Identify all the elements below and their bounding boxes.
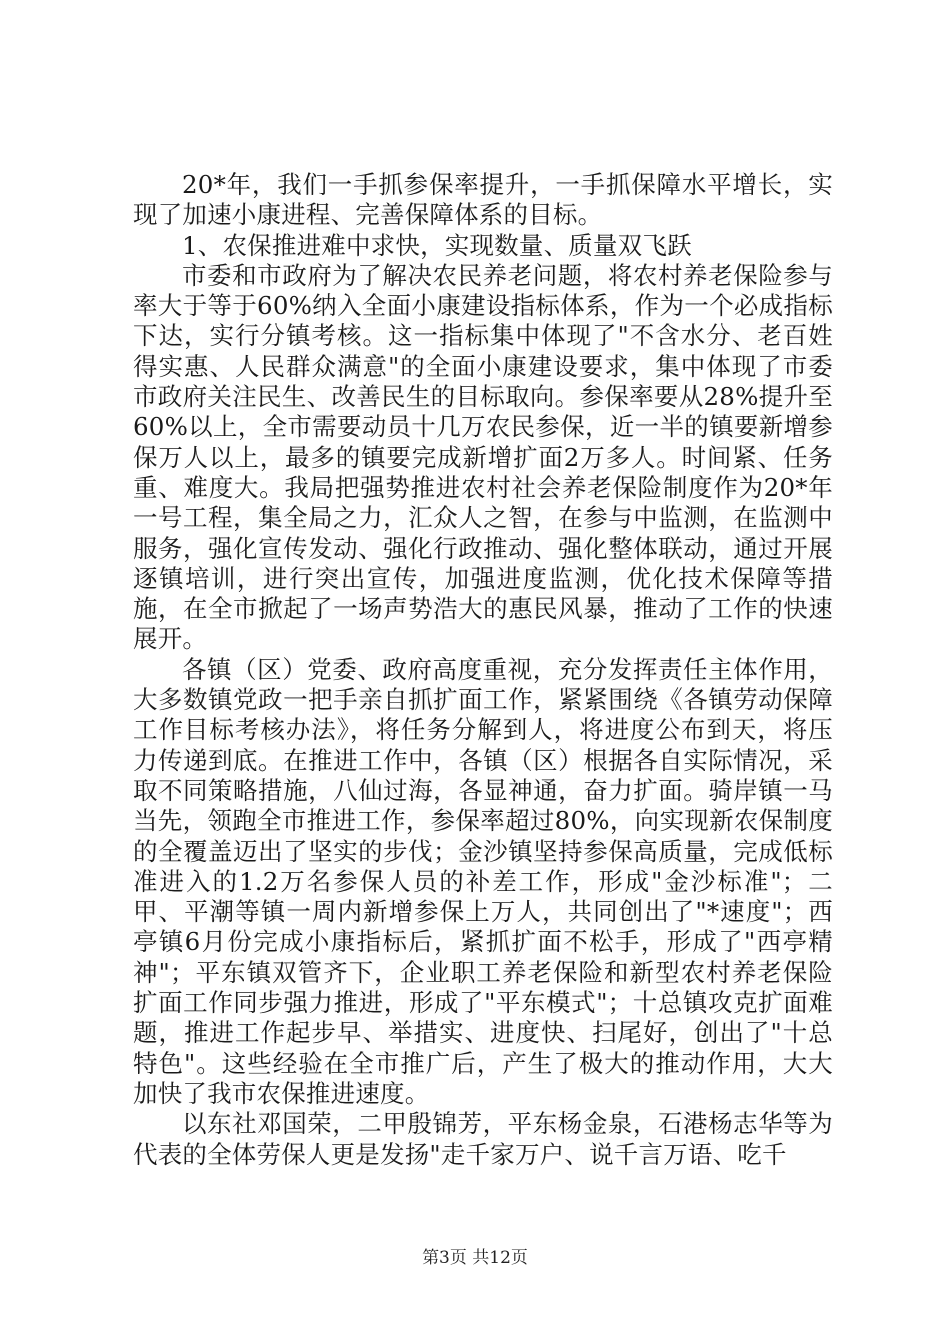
paragraph-towns: 各镇（区）党委、政府高度重视，充分发挥责任主体作用，大多数镇党政一把手亲自抓扩面工作，紧紧围绕《各镇劳动保障工作目标考核办法》，将任务分解到人，将进度公布到天，将压力传递到底。在推进工作中，各镇（区）根据各自实际情况，采取不同策略措施，八仙过海，各显神通，奋力扩面。骑岸镇一马当先，领跑全市推进工作，参保率超过80%，向实现新农保制度的全覆盖迈出了坚实的步伐；金沙镇坚持参保高质量，完成低标准进入的1.2万名参保人员的补差工作，形成"金沙标准"；二甲、平潮等镇一周内新增参保上万人，共同创出了"*速度"；西亭镇6月份完成小康指标后，紧抓扩面不松手，形成了"西亭精神"；平东镇双管齐下，企业职工养老保险和新型农村养老保险扩面工作同步强力推进，形成了"平东模式"；十总镇攻克扩面难题，推进工作起步早、举措实、进度快、扫尾好，创出了"十总特色"。这些经验在全市推广后，产生了极大的推动作用，大大加快了我市农保推进速度。 (133, 654, 833, 1108)
section-heading: 1、农保推进难中求快，实现数量、质量双飞跃 (182, 230, 692, 260)
document-body (133, 170, 833, 1170)
paragraph-intro: 20*年，我们一手抓参保率提升，一手抓保障水平增长，实现了加速小康进程、完善保障体系的目标。 (133, 170, 833, 230)
page-footer: 第3页 共12页 (422, 1248, 528, 1268)
paragraph-policy: 市委和市政府为了解决农民养老问题，将农村养老保险参与率大于等于60%纳入全面小康建设指标体系，作为一个必成指标下达，实行分镇考核。这一指标集中体现了"不含水分、老百姓得实惠、人民群众满意"的全面小康建设要求，集中体现了市委市政府关注民生、改善民生的目标取向。参保率要从28%提升至60%以上，全市需要动员十几万农民参保，近一半的镇要新增参保万人以上，最多的镇要完成新增扩面2万多人。时间紧、任务重、难度大。我局把强势推进农村社会养老保险制度作为20*年一号工程，集全局之力，汇众人之智，在参与中监测，在监测中服务，强化宣传发动、强化行政推动、强化整体联动，通过开展逐镇培训，进行突出宣传，加强进度监测，优化技术保障等措施，在全市掀起了一场声势浩大的惠民风暴，推动了工作的快速展开。 (133, 260, 833, 654)
paragraph-staff: 以东社邓国荣，二甲殷锦芳，平东杨金泉，石港杨志华等为代表的全体劳保人更是发扬"走千家万户、说千言万语、吃千 (133, 1109, 833, 1169)
